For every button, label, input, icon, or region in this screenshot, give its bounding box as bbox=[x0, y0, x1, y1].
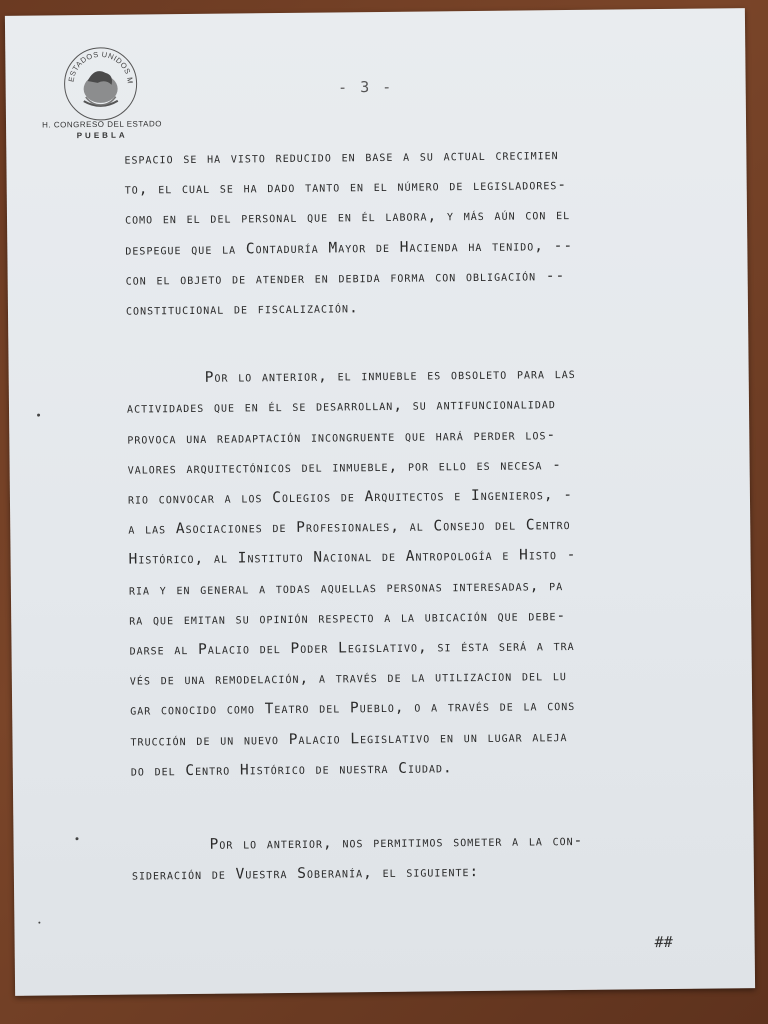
text-line: actividades que en él se desarrollan, su antifuncionalidad bbox=[126, 396, 556, 418]
text-line: rio convocar a los Colegios de Arquitectos e Ingenieros, - bbox=[127, 487, 574, 508]
ink-speck bbox=[38, 922, 40, 924]
text-line: gar conocido como Teatro del Pueblo, o a través de la cons bbox=[130, 698, 576, 720]
text-line: constitucional de fiscalización. bbox=[125, 300, 359, 319]
text-line: sideración de Vuestra Soberanía, el siguiente: bbox=[131, 864, 480, 884]
text-line: do del Centro Histórico de nuestra Ciudad. bbox=[130, 760, 453, 780]
text-line: ria y en general a todas aquellas personas interesadas, pa bbox=[128, 577, 564, 599]
continuation-mark: ## bbox=[654, 932, 673, 952]
paragraph-1 bbox=[124, 139, 686, 326]
text-line: a las Asociaciones de Profesionales, al Consejo del Centro bbox=[128, 517, 571, 538]
text-line: ra que emitan su opinión respecto a la ubicación que debe- bbox=[129, 607, 567, 629]
paragraph-3 bbox=[131, 825, 692, 891]
document-page bbox=[5, 8, 755, 996]
text-line: despegue que la Contaduría Mayor de Hacienda ha tenido, -- bbox=[125, 237, 574, 259]
state-seal-logo bbox=[61, 44, 140, 123]
text-line: espacio se ha visto reducido en base a su actual crecimien bbox=[124, 147, 559, 168]
letterhead-caption-line2: PUEBLA bbox=[76, 130, 128, 141]
text-line: Histórico, al Instituto Nacional de Antropología e Histo - bbox=[128, 547, 577, 569]
text-line: darse al Palacio del Poder Legislativo, si ésta será a tra bbox=[129, 638, 575, 659]
text-line: como en el del personal que en él labora, y más aún con el bbox=[124, 207, 571, 229]
page-number: - 3 - bbox=[337, 77, 394, 97]
document-body bbox=[124, 139, 692, 891]
text-line: provoca una readaptación incongruente que hará perder los- bbox=[127, 426, 557, 448]
text-line: to, el cual se ha dado tanto en el número de legisladores- bbox=[124, 177, 568, 198]
text-line: valores arquitectónicos del inmueble, por ello es necesa - bbox=[127, 456, 563, 478]
text-line: con el objeto de atender en debida forma con obligación -- bbox=[125, 267, 566, 289]
text-line: trucción de un nuevo Palacio Legislativo en un lugar aleja bbox=[130, 728, 568, 750]
seal-text: ESTADOS UNIDOS MEXICANOS bbox=[66, 49, 135, 85]
ink-speck bbox=[37, 414, 40, 417]
text-line: vés de una remodelación, a través de la utilizacion del lu bbox=[129, 668, 567, 689]
text-line: Por lo anterior, el inmueble es obsoleto para las bbox=[204, 366, 576, 387]
letterhead-caption bbox=[32, 118, 172, 141]
ink-speck bbox=[75, 837, 78, 840]
paragraph-2 bbox=[127, 358, 691, 787]
letterhead-caption-line1: H. CONGRESO DEL ESTADO bbox=[42, 119, 163, 130]
text-line: Por lo anterior, nos permitimos someter a la con- bbox=[209, 832, 584, 853]
